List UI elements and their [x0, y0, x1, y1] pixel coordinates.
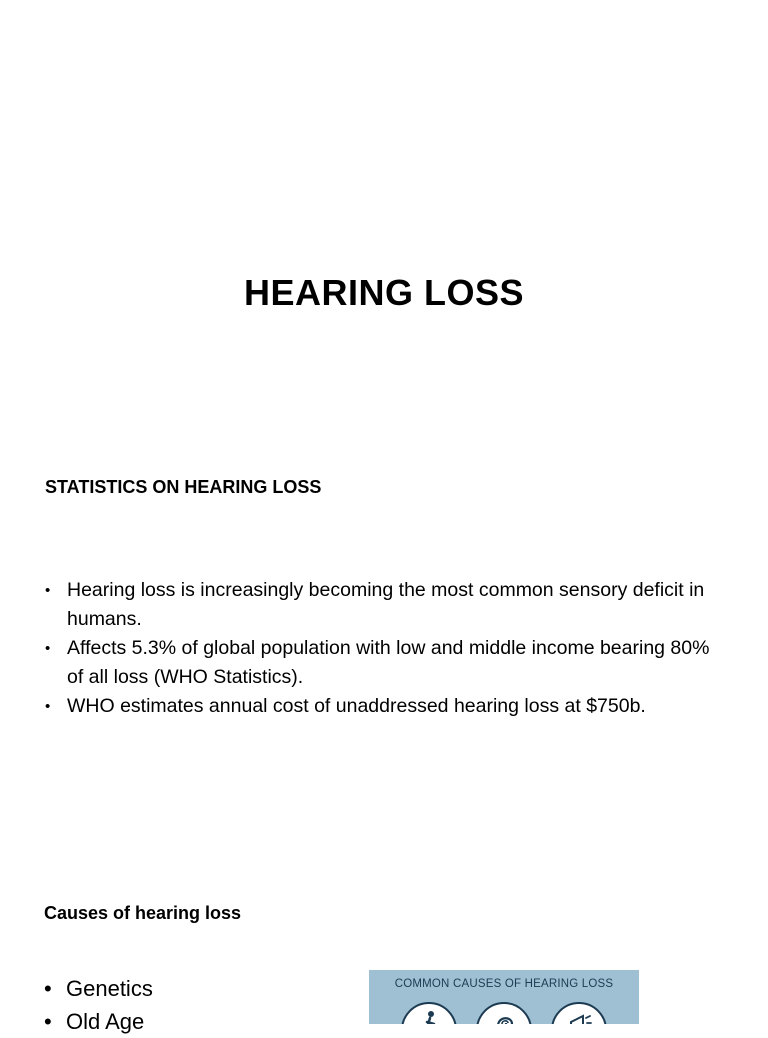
infographic-caption: COMMON CAUSES OF HEARING LOSS [394, 978, 614, 990]
bullet-icon: • [44, 1009, 52, 1034]
person-icon [401, 1002, 457, 1024]
causes-infographic [369, 970, 639, 1024]
causes-heading: Causes of hearing loss [44, 903, 242, 923]
megaphone-icon [551, 1002, 607, 1024]
list-item-text: Genetics [66, 976, 153, 1001]
list-item [45, 634, 725, 692]
page-title: HEARING LOSS [243, 272, 525, 313]
bullet-icon: • [45, 640, 51, 657]
bullet-icon: • [44, 976, 52, 1001]
list-item-text: Affects 5.3% of global population with low and middle income bearing 80% of all loss (WHO Statistics). [67, 637, 710, 688]
statistics-list [45, 576, 725, 721]
statistics-heading: STATISTICS ON HEARING LOSS [45, 477, 322, 497]
list-item [45, 692, 725, 721]
list-item [45, 576, 725, 634]
bullet-icon: • [45, 582, 51, 599]
bullet-icon: • [45, 698, 51, 715]
list-item-text: Hearing loss is increasingly becoming the most common sensory deficit in humans. [67, 579, 705, 630]
list-item [44, 972, 344, 1005]
list-item-text: WHO estimates annual cost of unaddressed hearing loss at $750b. [67, 695, 646, 717]
causes-list [44, 972, 344, 1038]
list-item [44, 1005, 344, 1038]
list-item-text: Old Age [66, 1009, 145, 1034]
ear-icon [476, 1002, 532, 1024]
